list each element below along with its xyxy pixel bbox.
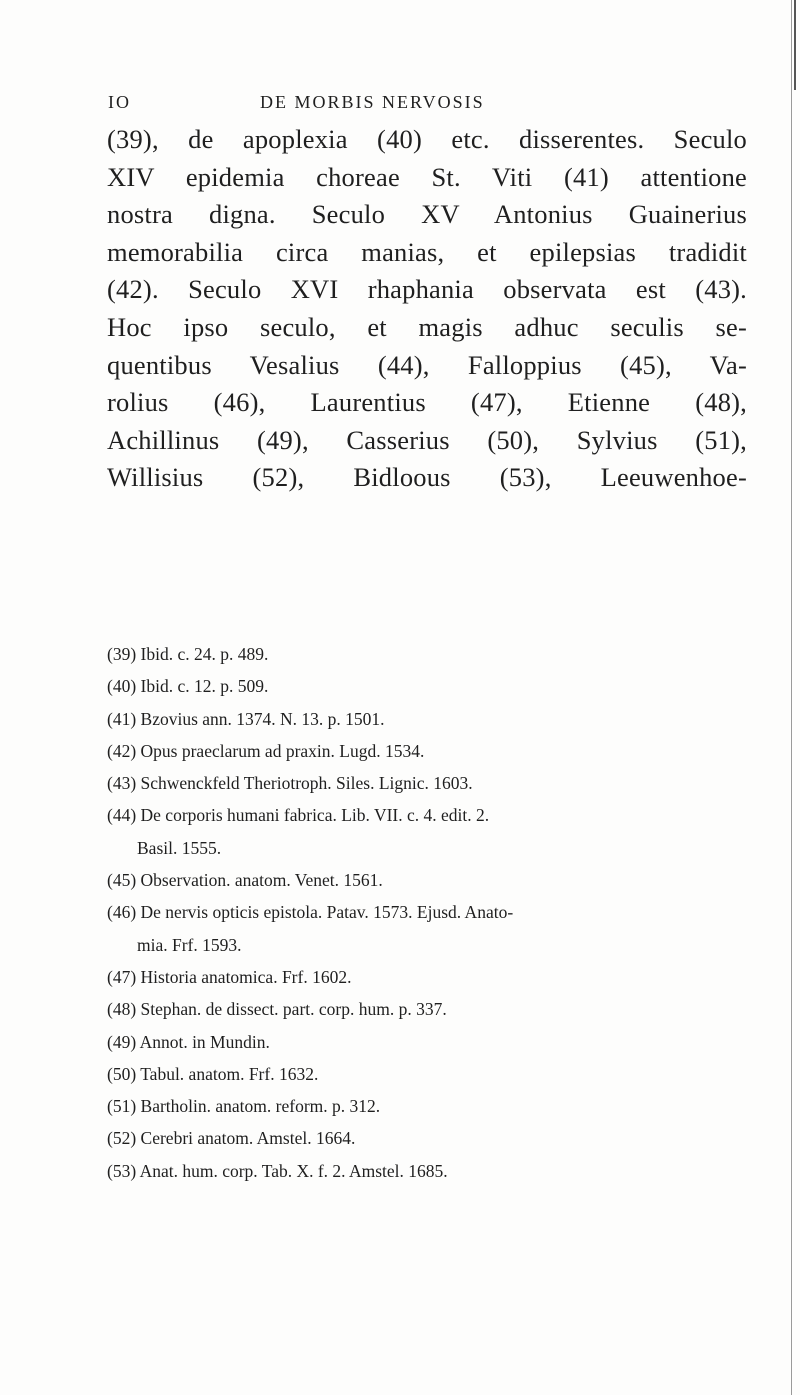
text-line: rolius (46), Laurentius (47), Etienne (48), [107,387,747,418]
text-line: Achillinus (49), Casserius (50), Sylvius (51), [107,424,747,455]
footnote: (46) De nervis opticis epistola. Patav. 1573. Ejusd. Anato- [107,902,514,923]
running-title: DE MORBIS NERVOSIS [260,92,485,112]
text-line: Hoc ipso seculo, et magis adhuc seculis se- [107,311,747,342]
running-header [108,92,748,118]
text-line: quentibus Vesalius (44), Falloppius (45), Va- [107,349,747,380]
footnote: (41) Bzovius ann. 1374. N. 13. p. 1501. [107,708,385,729]
footnote: (40) Ibid. c. 12. p. 509. [107,676,269,697]
footnote: (48) Stephan. de dissect. part. corp. hum. p. 337. [107,999,447,1020]
page-edge-line [791,0,792,1395]
text-line: (42). Seculo XVI rhaphania observata est (43). [107,274,747,305]
text-line: XIV epidemia choreae St. Viti (41) attentione [107,161,747,192]
footnote: (49) Annot. in Mundin. [107,1031,270,1052]
page-edge-mark [794,0,796,90]
footnote: (50) Tabul. anatom. Frf. 1632. [107,1063,319,1084]
text-line: memorabilia circa manias, et epilepsias tradidit [107,236,747,267]
text-line: Willisius (52), Bidloous (53), Leeuwenhoe- [107,462,747,493]
footnote: (42) Opus praeclarum ad praxin. Lugd. 1534. [107,740,425,761]
text-line: (39), de apoplexia (40) etc. disserentes. Seculo [107,124,747,154]
footnote: (45) Observation. anatom. Venet. 1561. [107,870,383,891]
footnotes [107,638,752,1187]
main-text [107,121,747,497]
page-number: IO [108,92,131,112]
footnote: (53) Anat. hum. corp. Tab. X. f. 2. Amstel. 1685. [107,1160,448,1181]
footnote: (44) De corporis humani fabrica. Lib. VII. c. 4. edit. 2. [107,805,490,826]
footnote: (51) Bartholin. anatom. reform. p. 312. [107,1096,381,1117]
text-line: nostra digna. Seculo XV Antonius Guainerius [107,199,747,230]
footnote: (39) Ibid. c. 24. p. 489. [107,644,269,664]
footnote: (43) Schwenckfeld Theriotroph. Siles. Lignic. 1603. [107,773,473,794]
footnote: (52) Cerebri anatom. Amstel. 1664. [107,1128,356,1149]
footnote-continuation: mia. Frf. 1593. [137,934,242,955]
footnote-continuation: Basil. 1555. [137,837,222,858]
footnote: (47) Historia anatomica. Frf. 1602. [107,966,352,987]
